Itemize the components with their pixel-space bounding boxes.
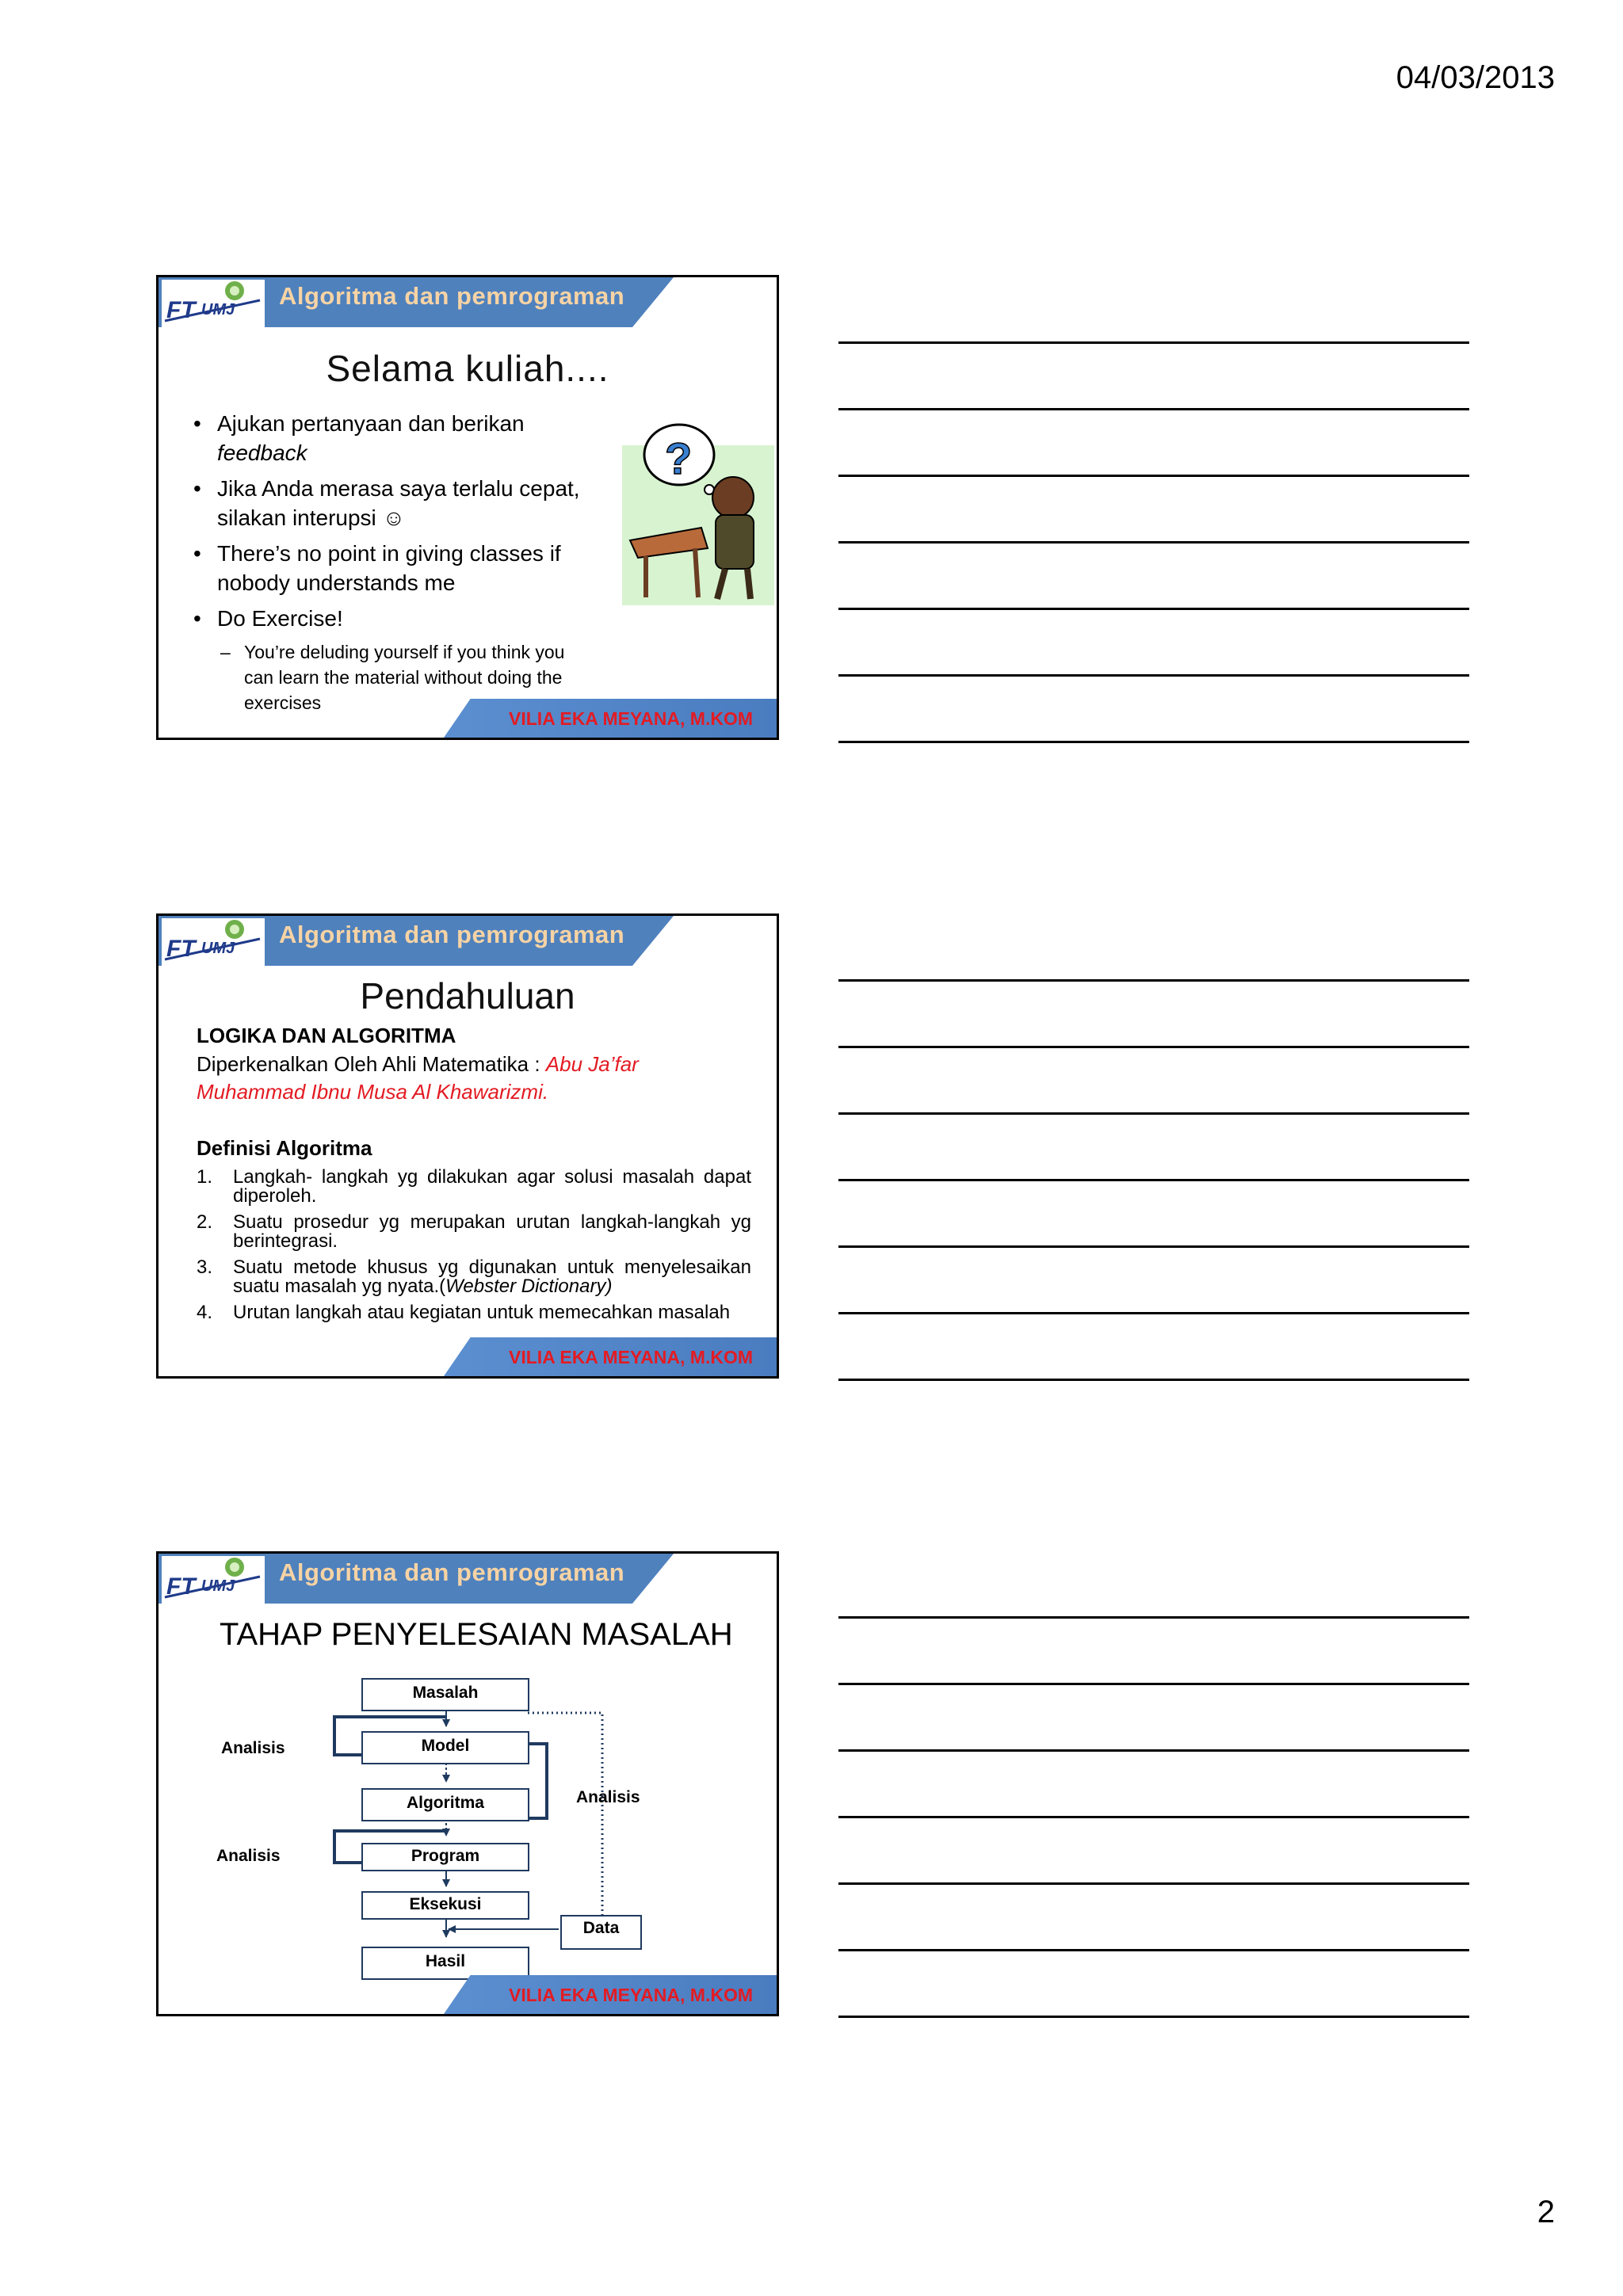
- flow-box-data: Data: [560, 1915, 642, 1950]
- note-line: [838, 1949, 1469, 1951]
- ftumj-logo-icon: [162, 918, 265, 966]
- definition-text: Suatu prosedur yg merupakan urutan langkah-langkah yg berintegrasi.: [233, 1211, 751, 1252]
- note-line: [838, 1046, 1469, 1048]
- flow-label-analisis-2: Analisis: [216, 1847, 281, 1865]
- svg-text:FT: FT: [166, 1573, 196, 1600]
- note-line: [838, 341, 1469, 344]
- note-line: [838, 1245, 1469, 1248]
- definition-item: [197, 1258, 751, 1296]
- slide-tahap-penyelesaian: [156, 1551, 779, 2016]
- note-line: [838, 408, 1469, 410]
- note-line: [838, 741, 1469, 743]
- definition-item: [197, 1303, 751, 1322]
- bullet-text: Ajukan pertanyaan dan berikan: [217, 411, 525, 436]
- flow-box-eksekusi: Eksekusi: [361, 1891, 529, 1920]
- bullet-text: There’s no point in giving classes if nobody understands me: [217, 541, 561, 595]
- page-date: 04/03/2013: [1396, 60, 1555, 95]
- note-line: [838, 608, 1469, 610]
- flow-box-model: Model: [361, 1731, 529, 1764]
- slide-footer-author: VILIA EKA MEYANA, M.KOM: [509, 1347, 753, 1367]
- svg-text:UMJ: UMJ: [201, 1577, 235, 1595]
- definition-text: Langkah- langkah yg dilakukan agar solusi masalah dapat diperoleh.: [233, 1166, 751, 1207]
- slide-footer-author: VILIA EKA MEYANA, M.KOM: [509, 1985, 753, 2005]
- bullet-item: [189, 409, 585, 467]
- section-heading: LOGIKA DAN ALGORITMA: [197, 1024, 456, 1047]
- definition-italic: Webster Dictionary): [445, 1276, 613, 1297]
- note-line: [838, 1379, 1469, 1381]
- bullet-list: [189, 409, 585, 722]
- confused-student-illustration: [622, 421, 774, 605]
- flow-box-masalah: Masalah: [361, 1678, 529, 1711]
- svg-text:FT: FT: [166, 936, 196, 962]
- note-line: [838, 1616, 1469, 1619]
- note-line: [838, 2016, 1469, 2018]
- note-line: [838, 1112, 1469, 1115]
- note-line: [838, 674, 1469, 677]
- page-number: 2: [1537, 2195, 1555, 2229]
- svg-text:FT: FT: [166, 297, 196, 323]
- note-line: [838, 475, 1469, 477]
- definition-item: [197, 1168, 751, 1206]
- definition-text: Suatu metode khusus yg digunakan untuk menyelesaikan suatu masalah yg nyata.(: [233, 1257, 751, 1297]
- slide-title: TAHAP PENYELESAIAN MASALAH: [220, 1617, 733, 1652]
- definition-text: Urutan langkah atau kegiatan untuk memecahkan masalah: [233, 1302, 731, 1323]
- definition-heading: Definisi Algoritma: [197, 1136, 372, 1160]
- note-line: [838, 541, 1469, 543]
- flow-label-analisis-1: Analisis: [221, 1739, 285, 1757]
- flow-box-algoritma: Algoritma: [361, 1788, 529, 1821]
- bullet-text: Do Exercise!: [217, 606, 343, 631]
- bullet-text: Jika Anda merasa saya terlalu cepat, silakan interupsi: [217, 476, 580, 530]
- bullet-item: [189, 539, 585, 597]
- intro-paragraph: [197, 1051, 720, 1106]
- definition-number: 4.: [197, 1302, 213, 1323]
- bullet-italic-text: feedback: [217, 441, 307, 465]
- svg-text:UMJ: UMJ: [201, 301, 235, 318]
- slide-header-title: Algoritma dan pemrograman: [279, 1558, 625, 1586]
- bullet-item: [189, 474, 585, 532]
- definition-number: 2.: [197, 1211, 213, 1233]
- slide-selama-kuliah: [156, 275, 779, 740]
- slide-title: Selama kuliah....: [326, 348, 609, 389]
- note-line: [838, 979, 1469, 982]
- flow-label-analisis-right: Analisis: [576, 1788, 640, 1806]
- note-line: [838, 1683, 1469, 1685]
- sub-bullet-text: You’re deluding yourself if you think you can learn the material without doing the exercises: [244, 642, 565, 713]
- slide-header-title: Algoritma dan pemrograman: [279, 921, 625, 948]
- slide-pendahuluan: [156, 913, 779, 1379]
- flow-box-hasil: Hasil: [361, 1947, 529, 1980]
- note-line: [838, 1312, 1469, 1314]
- slide-footer-author: VILIA EKA MEYANA, M.KOM: [509, 708, 753, 729]
- note-line: [838, 1749, 1469, 1752]
- slide-title: Pendahuluan: [360, 975, 575, 1016]
- ftumj-logo-icon: [162, 280, 265, 327]
- slide-header-title: Algoritma dan pemrograman: [279, 282, 625, 310]
- intro-text: Diperkenalkan Oleh Ahli Matematika :: [197, 1052, 546, 1076]
- definition-number: 1.: [197, 1166, 213, 1188]
- note-line: [838, 1179, 1469, 1181]
- intro-name-red: Abu Ja’far Muhammad Ibnu Musa Al Khawarizmi.: [197, 1052, 639, 1104]
- flow-box-program: Program: [361, 1843, 529, 1871]
- smiley-icon: ☺: [382, 505, 406, 530]
- definition-list: [197, 1168, 751, 1329]
- note-line: [838, 1882, 1469, 1885]
- definition-number: 3.: [197, 1257, 213, 1278]
- bullet-item: [189, 604, 585, 633]
- svg-text:?: ?: [665, 433, 693, 483]
- note-line: [838, 1816, 1469, 1818]
- definition-item: [197, 1213, 751, 1251]
- svg-text:UMJ: UMJ: [201, 940, 235, 957]
